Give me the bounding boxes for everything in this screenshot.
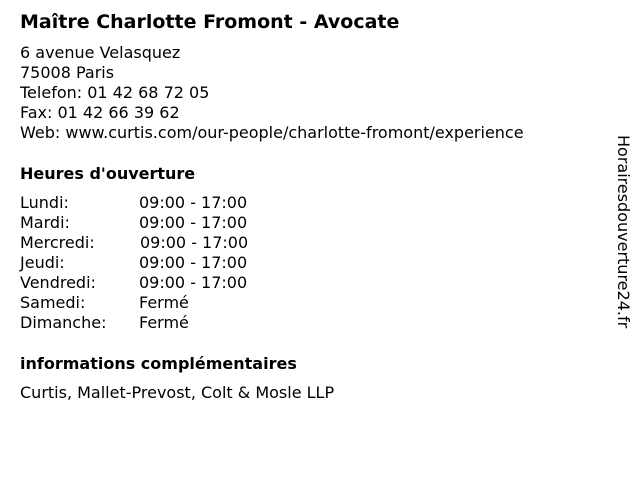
hours-row-friday <box>20 273 320 293</box>
business-title: Maître Charlotte Fromont - Avocate <box>20 11 400 33</box>
fax-number: Fax: 01 42 66 39 62 <box>20 103 180 122</box>
day-label: Samedi: <box>20 293 86 312</box>
website-link[interactable]: Web: www.curtis.com/our-people/charlotte-fromont/experience <box>20 123 524 142</box>
time-value: Fermé <box>139 313 189 332</box>
opening-hours-list <box>20 193 320 333</box>
day-label: Mardi: <box>20 213 70 232</box>
day-label: Vendredi: <box>20 273 96 292</box>
extra-info-heading: informations complémentaires <box>20 354 297 373</box>
hours-row-monday <box>20 193 320 213</box>
hours-row-saturday <box>20 293 320 313</box>
time-value: 09:00 - 17:00 <box>139 193 248 212</box>
time-value: 09:00 - 17:00 <box>139 253 248 272</box>
time-value: 09:00 - 17:00 <box>140 233 249 252</box>
hours-row-sunday <box>20 313 320 333</box>
street-address: 6 avenue Velasquez <box>20 43 181 62</box>
hours-row-tuesday <box>20 213 320 233</box>
day-label: Mercredi: <box>20 233 95 252</box>
hours-row-wednesday <box>20 233 320 253</box>
phone-number: Telefon: 01 42 68 72 05 <box>20 83 210 102</box>
extra-info-text: Curtis, Mallet-Prevost, Colt & Mosle LLP <box>20 383 335 402</box>
site-watermark: Horairesdouverture24.fr <box>614 135 633 329</box>
city-postal: 75008 Paris <box>20 63 115 82</box>
day-label: Jeudi: <box>20 253 65 272</box>
time-value: Fermé <box>139 293 189 312</box>
hours-row-thursday <box>20 253 320 273</box>
time-value: 09:00 - 17:00 <box>139 213 248 232</box>
time-value: 09:00 - 17:00 <box>139 273 248 292</box>
day-label: Lundi: <box>20 193 69 212</box>
hours-heading: Heures d'ouverture <box>20 164 196 183</box>
day-label: Dimanche: <box>20 313 107 332</box>
address-block <box>20 43 524 143</box>
